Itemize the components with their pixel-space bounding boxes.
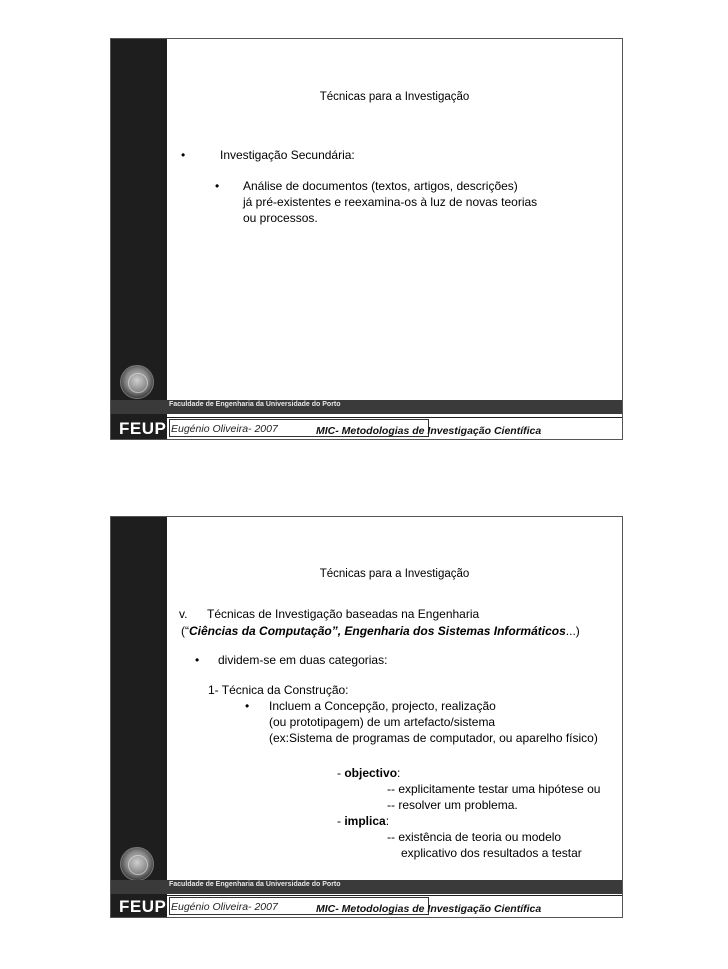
bullet-text: Investigação Secundária:: [220, 148, 355, 162]
feup-logo: FEUP: [119, 419, 167, 438]
paren-emphasis: Ciências da Computação”, Engenharia dos Sistemas Informáticos: [189, 624, 566, 638]
numbered-item: 1- Técnica da Construção:: [208, 683, 349, 697]
sub-bullet-line: ou processos.: [243, 211, 318, 225]
footer-author: Eugénio Oliveira- 2007: [171, 423, 278, 435]
slide-sidebar: [111, 517, 167, 917]
sub-bullet-line: (ou prototipagem) de um artefacto/sistema: [269, 715, 496, 729]
faculty-name: Faculdade de Engenharia da Universidade do Porto: [169, 401, 341, 408]
bullet-dot: •: [181, 148, 186, 162]
implies-label: implica: [344, 814, 386, 828]
footer-course: MIC- Metodologias de Investigação Científica: [316, 903, 542, 915]
implies-line: explicativo dos resultados a testar: [401, 846, 582, 860]
objective-label: objectivo: [344, 766, 398, 780]
objective-line: -- explicitamente testar uma hipótese ou: [387, 782, 601, 796]
faculty-band: [111, 880, 622, 894]
university-seal-icon: [120, 847, 154, 881]
item-parenthetical: [181, 624, 580, 639]
university-seal-icon: [120, 365, 154, 399]
sub-bullet-line: Incluem a Concepção, projecto, realização: [269, 699, 496, 713]
item-marker: v.: [179, 607, 188, 621]
paren-close: ...): [565, 624, 580, 638]
slide-sidebar: [111, 39, 167, 439]
implies-line: -- existência de teoria ou modelo: [387, 830, 562, 844]
sub-bullet-line: (ex:Sistema de programas de computador, ou aparelho físico): [269, 731, 598, 745]
faculty-name: Faculdade de Engenharia da Universidade do Porto: [169, 881, 341, 888]
slide-title: Técnicas para a Investigação: [319, 91, 470, 103]
implies-heading: - implica:: [337, 814, 390, 828]
footer-author: Eugénio Oliveira- 2007: [171, 901, 278, 913]
sub-bullet-dot: •: [245, 699, 250, 713]
slide-2: [110, 516, 623, 918]
bullet-text: dividem-se em duas categorias:: [218, 653, 388, 667]
faculty-band: [111, 400, 622, 414]
feup-logo: FEUP: [119, 897, 167, 916]
footer-course: MIC- Metodologias de Investigação Científica: [316, 425, 542, 437]
paren-open: (“: [181, 624, 189, 638]
bullet-dot: •: [195, 653, 200, 667]
slide-1: [110, 38, 623, 440]
objective-heading: - objectivo:: [337, 766, 401, 780]
slide-title: Técnicas para a Investigação: [319, 568, 470, 580]
sub-bullet-line: já pré-existentes e reexamina-os à luz de novas teorias: [243, 195, 538, 209]
sub-bullet-line: Análise de documentos (textos, artigos, descrições): [243, 179, 518, 193]
objective-line: -- resolver um problema.: [387, 798, 518, 812]
item-text: Técnicas de Investigação baseadas na Engenharia: [207, 607, 480, 621]
sub-bullet-dot: •: [215, 179, 220, 193]
